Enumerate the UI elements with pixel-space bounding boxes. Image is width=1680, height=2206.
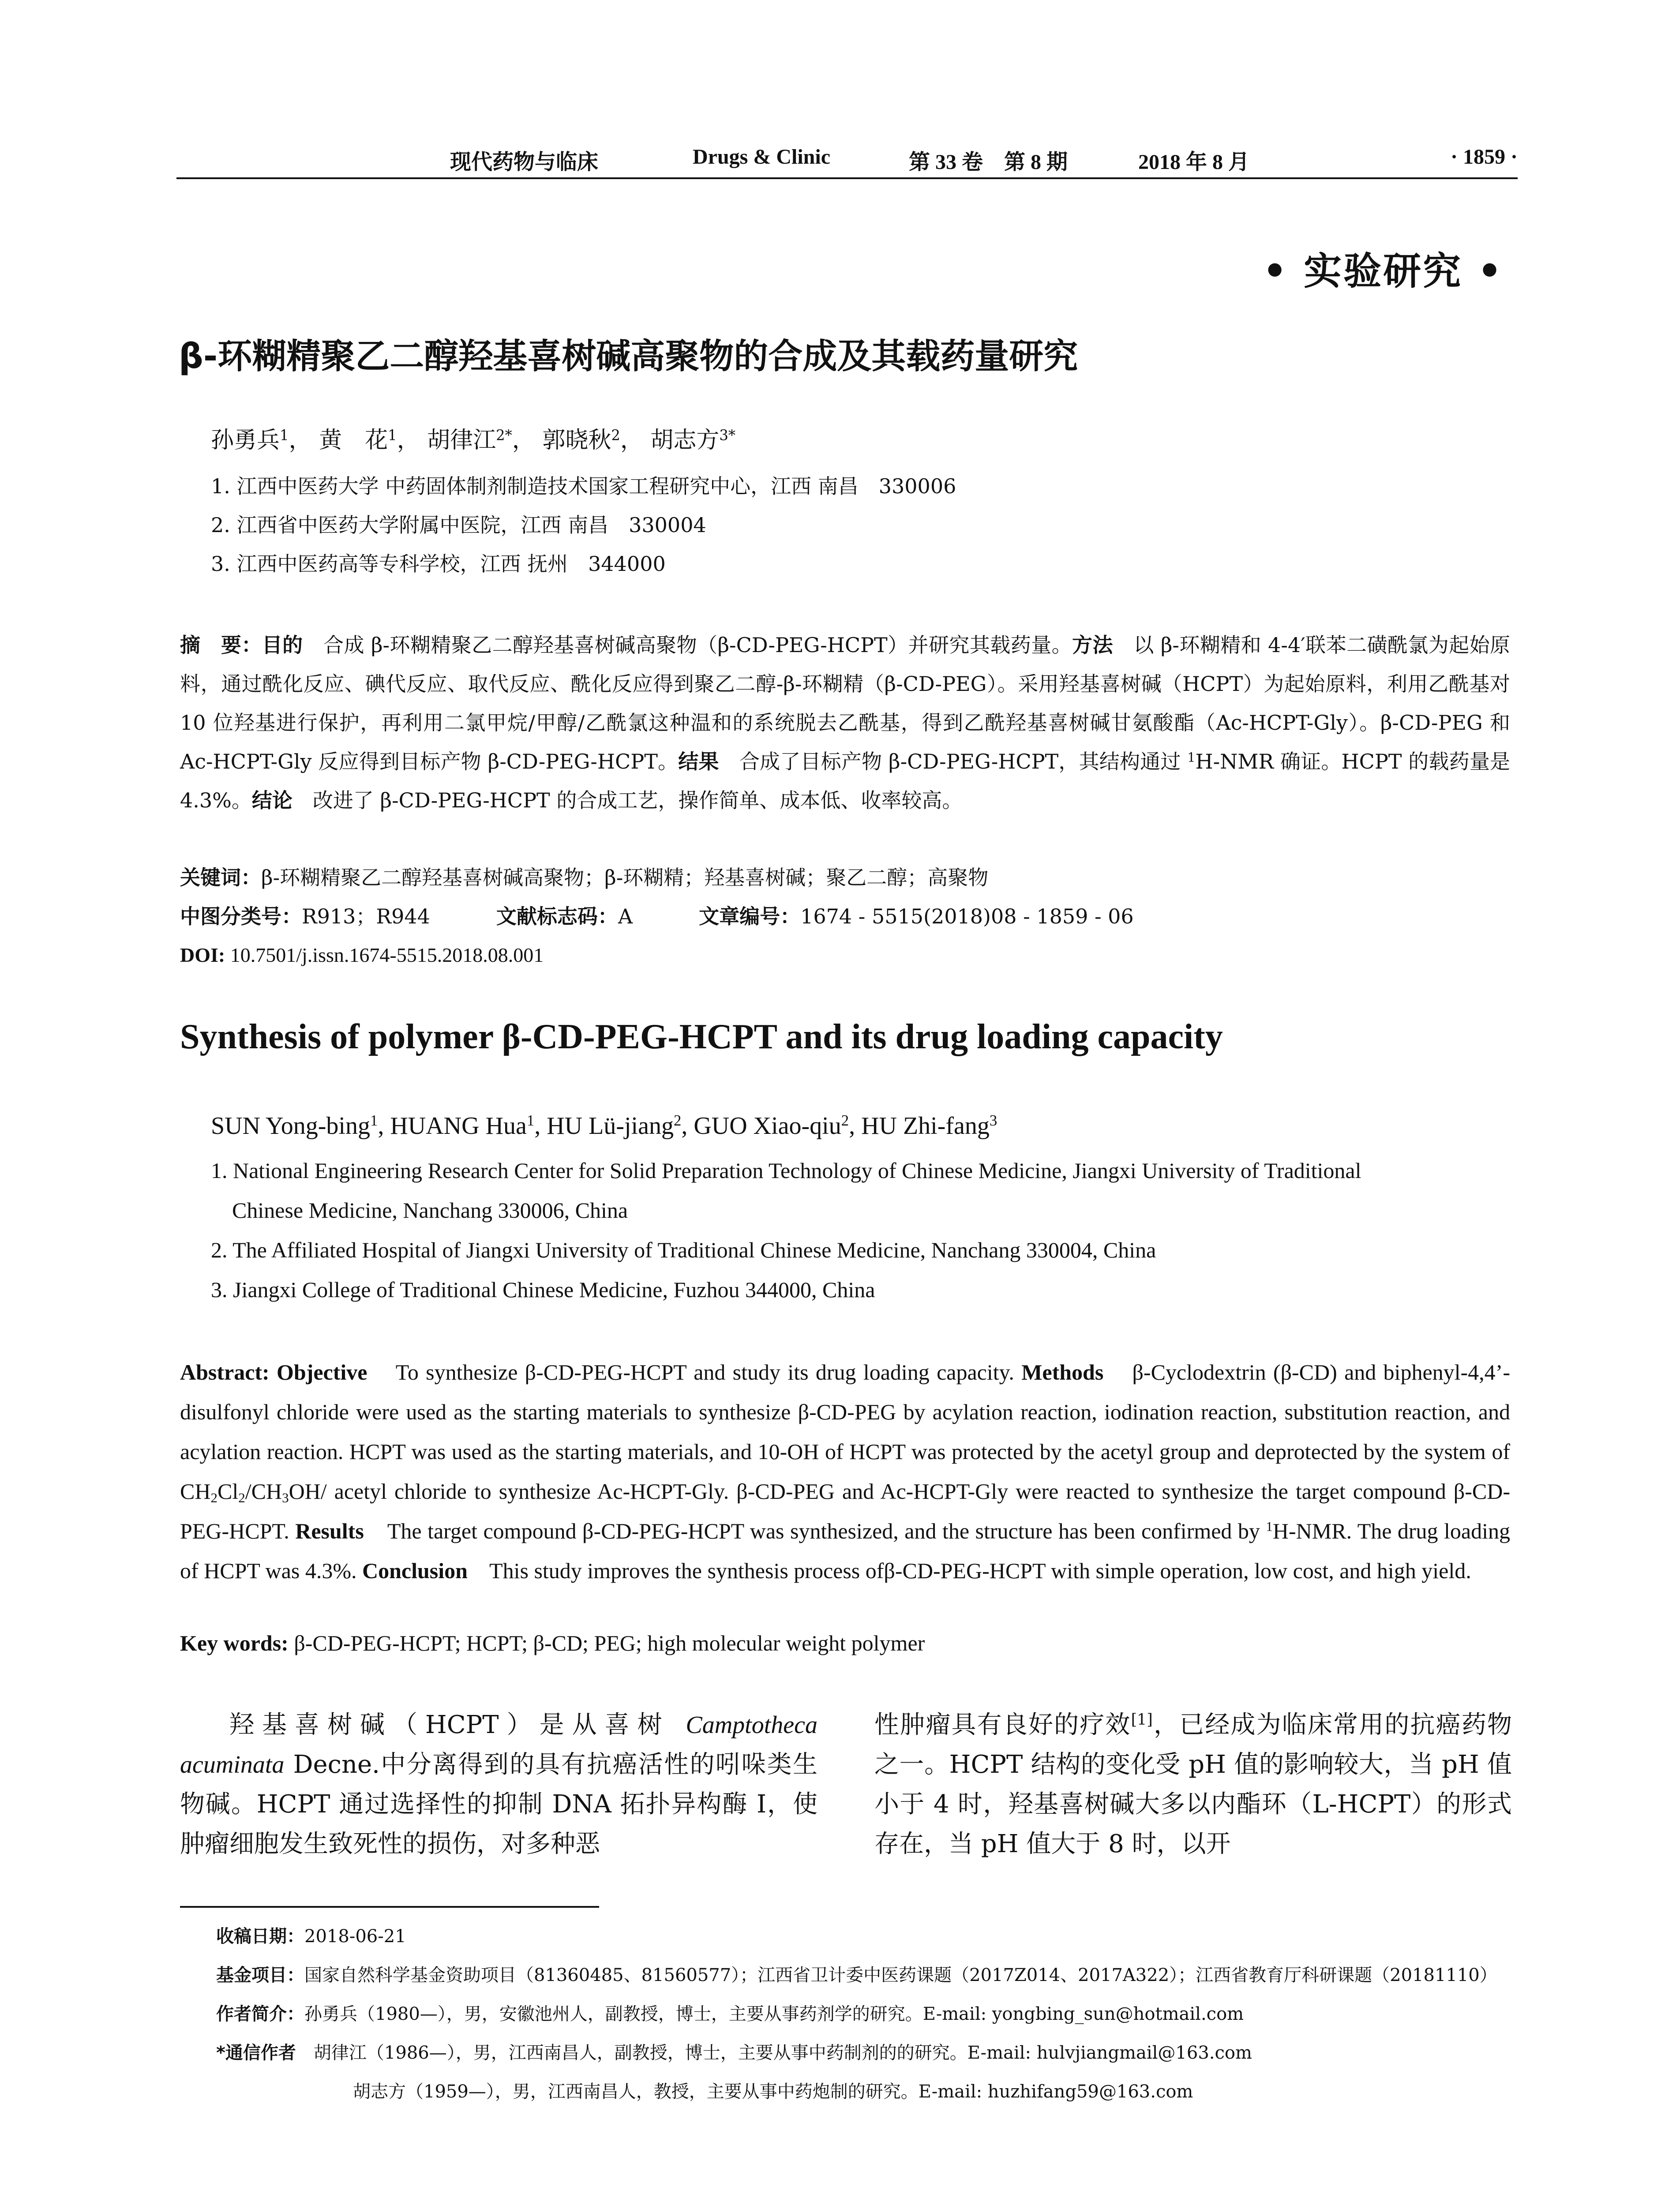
results-text: 合成了目标产物 β-CD-PEG-HCPT，其结构通过 (739, 750, 1188, 773)
author-sup: 2 (841, 1111, 849, 1129)
methods-label: Methods (1021, 1360, 1104, 1384)
authors-cn: 孙勇兵$^1$， 黄 花$^1$， 胡律江$^{2*}$， 郭晓秋$^2$， 胡志方$^{3*}$ (211, 427, 736, 454)
abstract-label: 摘 要： (180, 633, 262, 657)
results-label: Results (295, 1519, 364, 1543)
article-no-value: 1674 - 5515(2018)08 - 1859 - 06 (800, 904, 1134, 928)
keywords-label: 关键词： (180, 866, 261, 889)
footnotes (216, 1917, 1497, 2111)
results-text: The target compound β-CD-PEG-HCPT was synthesized, and the structure has been confirmed by (387, 1519, 1266, 1543)
results-text-cont: H-NMR 确证。HCPT 的载药量是 4.3%。 (180, 750, 1511, 812)
affiliation: 1. National Engineering Research Center for Solid Preparation Technology of Chinese Medicine, Jiangxi University of Traditional (211, 1158, 1361, 1183)
affiliation-continued: Chinese Medicine, Nanchang 330006, China (232, 1198, 628, 1223)
doc-code-label: 文献标志码： (496, 904, 618, 928)
species-name: Camptotheca acuminata (180, 1711, 818, 1778)
keywords-text: β-环糊精聚乙二醇羟基喜树碱高聚物；β-环糊精；羟基喜树碱；聚乙二醇；高聚物 (261, 866, 989, 889)
footnote-rule (180, 1906, 599, 1908)
author-sup: 2 (611, 427, 620, 444)
author-sup: 2 (673, 1111, 682, 1129)
author-name: 孙勇兵 (211, 427, 280, 454)
volume-issue: 第 33 卷 第 8 期 (909, 150, 1068, 174)
authors-en: SUN Yong-bing$^1$, HUANG Hua$^1$, HU Lü-jiang$^2$, GUO Xiao-qiu$^2$, HU Zhi-fang$^3$ (211, 1111, 998, 1140)
author-name: SUN Yong-bing (211, 1112, 370, 1140)
methods-label: 方法 (1072, 633, 1113, 657)
conclusion-label: 结论 (251, 788, 292, 812)
doi (180, 936, 1134, 975)
methods-text: 以 β-环糊精和 4-4′联苯二磺酰氯为起始原料，通过酰化反应、碘代反应、取代反应、酰化反应得到聚乙二醇-β-环糊精（β-CD-PEG）。采用羟基喜树碱（HCPT）为起始原料，利用乙酰基对 10 位羟基进行保护，再利用二氯甲烷/甲醇/乙酰氯这种温和的系统脱去乙酰基，得到乙酰羟基喜树碱甘氨酸酯（Ac-HCPT-Gly）。β-CD-PEG 和 Ac-HCPT-Gly 反应得到目标产物 β-CD-PEG-HCPT。 (180, 633, 1511, 773)
objective-label: Objective (277, 1360, 368, 1384)
keywords-cn (180, 858, 1134, 897)
title-en: Synthesis of polymer β-CD-PEG-HCPT and its drug loading capacity (180, 1017, 1223, 1056)
affiliation: 1. 江西中医药大学 中药固体制剂制造技术国家工程研究中心，江西 南昌 330006 (211, 474, 956, 498)
conclusion-label: Conclusion (362, 1558, 468, 1583)
author-sup: 3 (989, 1111, 998, 1129)
author-sup: 1 (370, 1111, 378, 1129)
affiliation: 2. 江西省中医药大学附属中医院，江西 南昌 330004 (211, 513, 706, 537)
methods-text: β-Cyclodextrin (β-CD) and biphenyl-4,4’-disulfonyl chloride were used as the starting materials to synthesize β-CD-PEG by acylation reaction, iodination reaction, substitution reaction, and acylation reaction. HCPT was used as the starting materials, and 10-OH of HCPT was protected by the acetyl group and deprotected by the system of CH (180, 1360, 1510, 1504)
methods-text-cont: OH/ acetyl chloride to synthesize Ac-HCPT-Gly. β-CD-PEG and Ac-HCPT-Gly were reacted to synthesize the target compound β-CD-PEG-HCPT. (180, 1479, 1510, 1543)
nmr-sup: 1 (1266, 1518, 1273, 1534)
footnote-text: 胡志方（1959—），男，江西南昌人，教授，主要从事中药炮制的研究。E-mail: huzhifang59@163.com (353, 2082, 1193, 2102)
author-name: 胡志方 (650, 427, 720, 454)
journal-name-cn: 现代药物与临床 (450, 150, 599, 174)
abstract-en (180, 1352, 1510, 1591)
title-cn: β-环糊精聚乙二醇羟基喜树碱高聚物的合成及其载药量研究 (179, 337, 1078, 376)
results-label: 结果 (678, 750, 719, 773)
author-sup: 1 (526, 1111, 535, 1129)
methods-text-cont: /CH (245, 1479, 282, 1504)
doc-code-value: A (618, 904, 633, 928)
nmr-sup: 1 (1187, 750, 1196, 765)
keywords-en (180, 1630, 925, 1656)
article-meta (180, 858, 1134, 975)
subscript: 3 (282, 1489, 289, 1505)
doi-value[interactable]: 10.7501/j.issn.1674-5515.2018.08.001 (230, 944, 544, 966)
author-name: 胡律江 (427, 427, 496, 454)
header-rule (176, 177, 1518, 179)
section-label: • 实验研究 • (1263, 249, 1504, 293)
affiliation: 3. 江西中医药高等专科学校，江西 抚州 344000 (211, 552, 666, 576)
conclusion-text: This study improves the synthesis process ofβ-CD-PEG-HCPT with simple operation, low cost, and high yield. (489, 1558, 1471, 1583)
author-name: 黄 花 (319, 427, 388, 454)
subscript: 2 (210, 1489, 218, 1505)
footnote-label: 收稿日期： (216, 1926, 304, 1947)
body-text: 性肿瘤具有良好的疗效 (874, 1711, 1131, 1739)
footnote-text: 2018-06-21 (304, 1926, 406, 1947)
doi-label: DOI: (180, 944, 225, 966)
journal-name-en: Drugs & Clinic (693, 145, 830, 169)
keywords-label: Key words: (180, 1631, 289, 1655)
body-text-cont: ，已经成为临床常用的抗癌药物之一。HCPT 结构的变化受 pH 值的影响较大，当 pH 值小于 4 时，羟基喜树碱大多以内酯环（L-HCPT）的形式存在，当 pH 值大于 8 时，以开 (874, 1711, 1512, 1858)
affiliation: 3. Jiangxi College of Traditional Chinese Medicine, Fuzhou 344000, China (211, 1277, 875, 1302)
results-text-cont: H-NMR. The drug loading of HCPT was 4.3%. (180, 1519, 1511, 1583)
affiliation: 2. The Affiliated Hospital of Jiangxi University of Traditional Chinese Medicine, Nanchang 330004, China (211, 1238, 1156, 1262)
affiliations-en (211, 1151, 1517, 1309)
article-no-label: 文章编号： (699, 904, 801, 928)
body-text: 羟基喜树碱（HCPT）是从喜树 (229, 1711, 686, 1739)
objective-label: 目的 (262, 633, 303, 657)
affiliations-cn (211, 467, 956, 583)
author-name: HUANG Hua (390, 1112, 527, 1140)
author-name: 郭晓秋 (542, 427, 611, 454)
author-name: GUO Xiao-qiu (694, 1112, 841, 1140)
author-sup: 1 (280, 427, 289, 444)
footnote-received (216, 1917, 1497, 1956)
author-name: HU Zhi-fang (861, 1112, 990, 1140)
footnote-corresponding-2 (216, 2072, 1497, 2111)
citation-ref[interactable]: [1] (1131, 1711, 1153, 1729)
methods-text-cont: Cl (217, 1479, 239, 1504)
footnote-funding (216, 1956, 1497, 1995)
footnote-label: 基金项目： (216, 1965, 304, 1985)
clc-label: 中图分类号： (180, 904, 302, 928)
subscript: 2 (238, 1489, 245, 1505)
author-sup: 1 (388, 427, 397, 444)
objective-text: 合成 β-环糊精聚乙二醇羟基喜树碱高聚物（β-CD-PEG-HCPT）并研究其载药量。 (323, 633, 1072, 657)
footnote-text: 孙勇兵（1980—），男，安徽池州人，副教授，博士，主要从事药剂学的研究。E-mail: yongbing_sun@hotmail.com (304, 2004, 1244, 2024)
author-sup: 2* (496, 427, 512, 444)
body-text-cont: Decne.中分离得到的具有抗癌活性的吲哚类生物碱。HCPT 通过选择性的抑制 DNA 拓扑异构酶 I，使肿瘤细胞发生致死性的损伤，对多种恶 (180, 1750, 818, 1858)
clc-value: R913；R944 (302, 904, 430, 928)
footnote-corresponding (216, 2033, 1497, 2072)
page-number: · 1859 · (1450, 145, 1518, 169)
body-column-left (180, 1705, 818, 1864)
issue-date: 2018 年 8 月 (1138, 150, 1250, 174)
body-column-right (874, 1705, 1512, 1864)
running-header (176, 140, 1518, 179)
footnote-text: 胡律江（1986—），男，江西南昌人，副教授，博士，主要从事中药制剂的的研究。E-mail: hulvjiangmail@163.com (313, 2043, 1252, 2063)
footnote-label: 作者简介： (216, 2004, 304, 2024)
author-name: HU Lü-jiang (547, 1112, 674, 1140)
abstract-cn (180, 626, 1510, 820)
abstract-label: Abstract: (180, 1360, 270, 1384)
objective-text: To synthesize β-CD-PEG-HCPT and study its drug loading capacity. (395, 1360, 1014, 1384)
footnote-author-bio (216, 1995, 1497, 2033)
author-sup: 3* (719, 427, 736, 444)
conclusion-text: 改进了 β-CD-PEG-HCPT 的合成工艺，操作简单、成本低、收率较高。 (312, 788, 963, 812)
footnote-text: 国家自然科学基金资助项目（81360485、81560577）；江西省卫计委中医药课题（2017Z014、2017A322）；江西省教育厅科研课题（20181110） (304, 1965, 1497, 1985)
footnote-label: *通信作者 (216, 2043, 296, 2063)
classification (180, 897, 1134, 936)
keywords-text: β-CD-PEG-HCPT; HCPT; β-CD; PEG; high molecular weight polymer (294, 1631, 925, 1655)
